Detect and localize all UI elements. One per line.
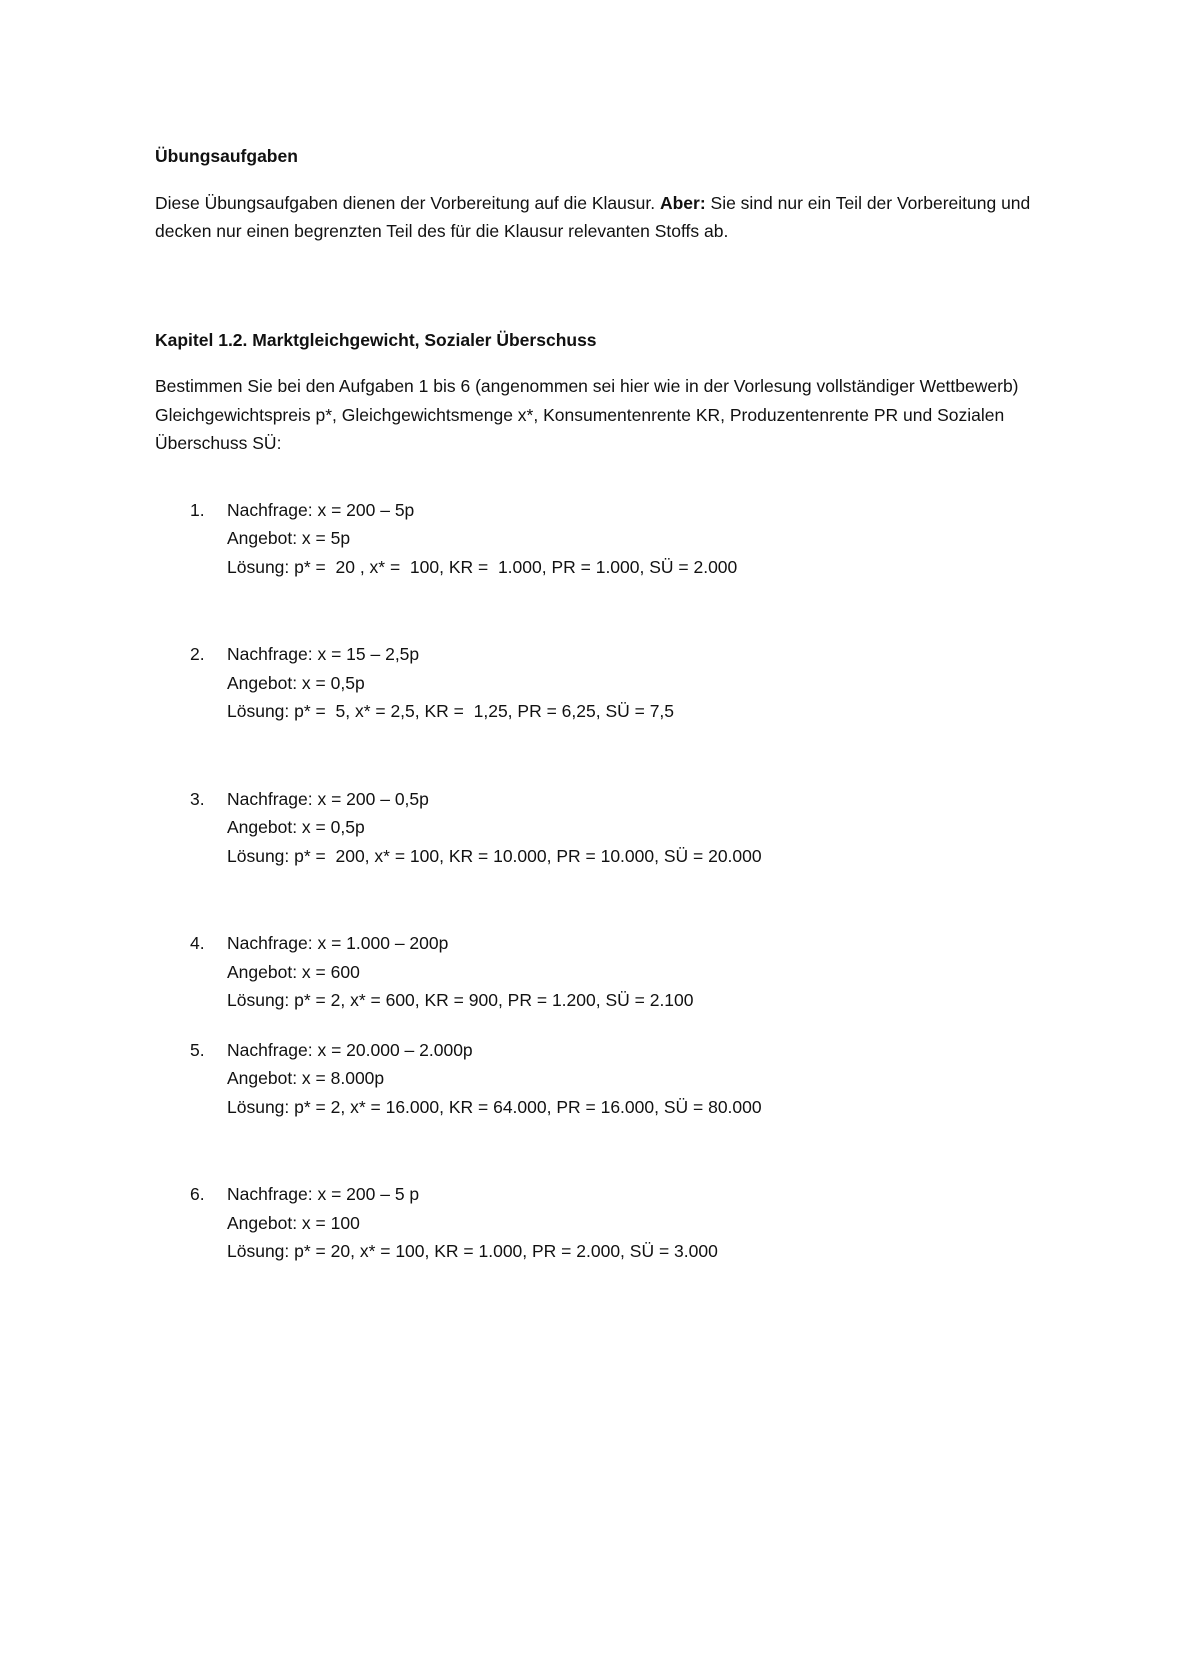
exercise-supply: Angebot: x = 600 <box>227 961 360 982</box>
exercise-supply: Angebot: x = 100 <box>227 1212 360 1233</box>
exercise-supply: Angebot: x = 0,5p <box>227 817 365 837</box>
exercise-number: 5. <box>190 1039 205 1060</box>
intro-paragraph <box>155 189 1055 246</box>
exercise-number: 3. <box>190 788 205 809</box>
exercise-item <box>155 785 1055 871</box>
exercise-solution: Lösung: p* = 20 , x* = 100, KR = 1.000, PR = 1.000, SÜ = 2.000 <box>227 556 738 577</box>
task-instructions: Bestimmen Sie bei den Aufgaben 1 bis 6 (angenommen sei hier wie in der Vorlesung vollständiger Wettbewerb) Gleichgewichtspreis p*, Gleichgewichtsmenge x*, Konsumentenrente KR, Produzentenrente PR und Sozialen Überschuss SÜ: <box>155 376 1019 453</box>
exercise-demand: Nachfrage: x = 200 – 0,5p <box>227 788 429 809</box>
exercise-item <box>155 929 1055 1015</box>
document-body <box>155 142 1055 1266</box>
exercise-supply: Angebot: x = 0,5p <box>227 672 365 693</box>
exercise-item <box>155 1180 1055 1266</box>
exercise-demand: Nachfrage: x = 15 – 2,5p <box>227 644 420 664</box>
exercise-solution: Lösung: p* = 2, x* = 600, KR = 900, PR = 1.200, SÜ = 2.100 <box>227 990 694 1010</box>
intro-text-end: Sie sind nur ein Teil der Vorbereitung und decken nur einen begrenzten Teil des für die Klausur relevanten Stoffs ab. <box>155 192 1031 241</box>
exercise-solution: Lösung: p* = 5, x* = 2,5, KR = 1,25, PR = 6,25, SÜ = 7,5 <box>227 701 675 721</box>
exercise-number: 1. <box>190 499 205 520</box>
exercise-item <box>155 1036 1055 1122</box>
exercise-item <box>155 496 1055 582</box>
section-title: Kapitel 1.2. Marktgleichgewicht, Sozialer Überschuss <box>155 329 597 350</box>
intro-text-start: Diese Übungsaufgaben dienen der Vorbereitung auf die Klausur. <box>155 192 660 213</box>
exercise-number: 4. <box>190 933 205 953</box>
exercise-number: 6. <box>190 1184 205 1204</box>
exercise-number: 2. <box>190 644 205 664</box>
exercise-demand: Nachfrage: x = 1.000 – 200p <box>227 933 449 953</box>
exercise-supply: Angebot: x = 5p <box>227 528 351 548</box>
exercise-solution: Lösung: p* = 20, x* = 100, KR = 1.000, PR = 2.000, SÜ = 3.000 <box>227 1241 718 1261</box>
exercise-supply: Angebot: x = 8.000p <box>227 1068 385 1088</box>
intro-emphasis: Aber: <box>659 192 706 213</box>
exercise-list <box>155 496 1055 1266</box>
exercise-solution: Lösung: p* = 2, x* = 16.000, KR = 64.000, PR = 16.000, SÜ = 80.000 <box>227 1096 762 1117</box>
exercise-solution: Lösung: p* = 200, x* = 100, KR = 10.000, PR = 10.000, SÜ = 20.000 <box>227 845 762 866</box>
exercise-demand: Nachfrage: x = 20.000 – 2.000p <box>227 1039 473 1060</box>
document-title: Übungsaufgaben <box>155 146 298 166</box>
exercise-item <box>155 640 1055 726</box>
exercise-demand: Nachfrage: x = 200 – 5p <box>227 499 415 520</box>
exercise-demand: Nachfrage: x = 200 – 5 p <box>227 1184 420 1204</box>
